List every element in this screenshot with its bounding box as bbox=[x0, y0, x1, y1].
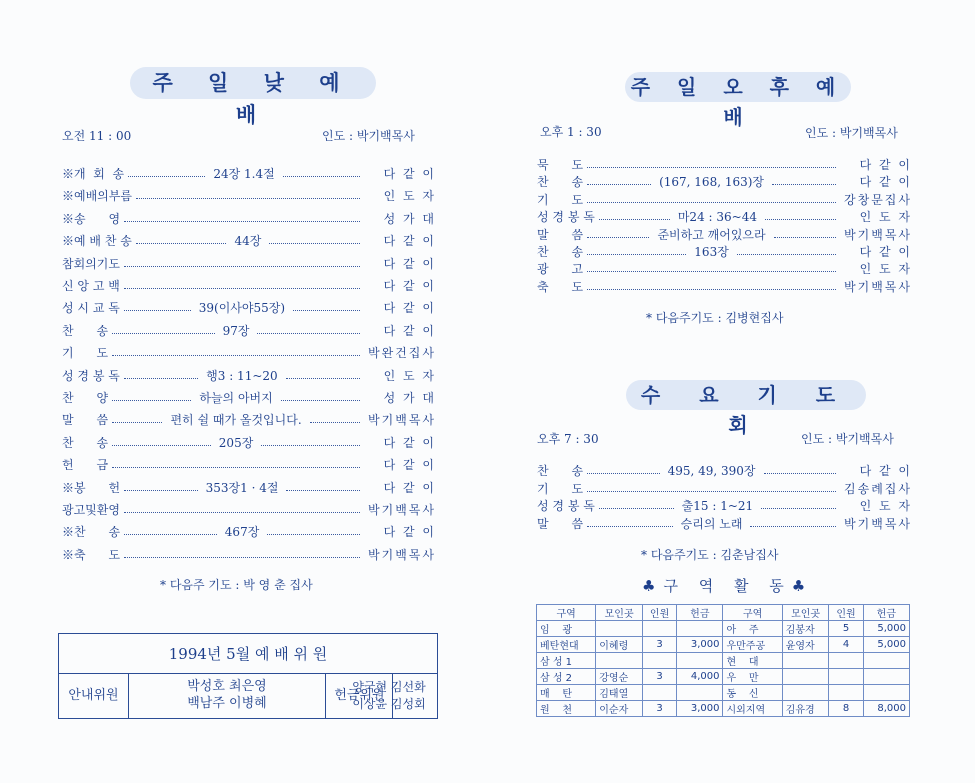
leader-dots bbox=[124, 512, 360, 513]
order-row bbox=[537, 243, 912, 260]
order-detail: 출15 : 1~21 bbox=[681, 499, 754, 513]
leader-dots bbox=[136, 243, 227, 244]
zone-cell: 임 광 bbox=[537, 621, 596, 637]
order-detail: 353장1 · 4절 bbox=[205, 480, 279, 495]
order-row bbox=[62, 367, 436, 384]
order-person: 다 같 이 bbox=[383, 167, 436, 181]
order-person: 다 같 이 bbox=[383, 525, 437, 540]
zone-cell: 김유경 bbox=[782, 701, 829, 717]
order-row bbox=[62, 501, 436, 518]
order-detail: 39(이사야55장) bbox=[198, 301, 286, 316]
order-person: 강창문집사 bbox=[844, 192, 912, 207]
zone-cell: 윤영자 bbox=[782, 637, 829, 653]
order-row bbox=[62, 389, 436, 406]
order-label: 찬 송 bbox=[62, 323, 109, 338]
guide-names-line-2: 백남주 이병혜 bbox=[187, 696, 267, 711]
order-label: 묵 도 bbox=[537, 158, 584, 172]
order-row bbox=[537, 497, 912, 514]
order-row bbox=[62, 456, 436, 473]
zone-cell: 3 bbox=[643, 669, 677, 685]
zone-cell bbox=[677, 685, 723, 701]
table-row bbox=[537, 685, 910, 701]
table-row bbox=[537, 701, 910, 717]
order-label: 성 경 봉 독 bbox=[537, 499, 595, 513]
order-row bbox=[537, 208, 912, 225]
order-label: 찬 송 bbox=[62, 435, 109, 450]
offering-names-line-2: 이상윤 김성회 bbox=[352, 697, 426, 711]
order-label: 말 씀 bbox=[537, 227, 584, 242]
offering-names-line-1: 양국현 김선화 bbox=[352, 680, 426, 694]
leader-dots bbox=[257, 333, 360, 334]
offering-label bbox=[325, 674, 326, 718]
zone-cell bbox=[863, 685, 909, 701]
order-detail: 하늘의 아버지 bbox=[199, 391, 273, 405]
committee-heading: 1994년 5월 예 배 위 원 bbox=[59, 634, 437, 674]
order-detail: 163장 bbox=[694, 245, 729, 259]
zone-cell: 8 bbox=[829, 701, 863, 717]
order-person: 박기백목사 bbox=[844, 279, 912, 294]
leader-dots bbox=[587, 184, 651, 185]
order-row bbox=[537, 278, 912, 295]
leader-dots bbox=[750, 526, 836, 527]
order-detail: 24장 1.4절 bbox=[213, 167, 275, 181]
zone-cell: 원 천 bbox=[537, 701, 596, 717]
offering-label-text: 헌금위원 bbox=[327, 674, 393, 718]
leader-dots bbox=[587, 167, 836, 168]
zone-cell: 시외지역 bbox=[723, 701, 782, 717]
order-label: 신 앙 고 백 bbox=[62, 279, 120, 293]
zone-cell: 3,000 bbox=[677, 701, 723, 717]
zone-cell: 5,000 bbox=[863, 637, 909, 653]
guide-label: 안내위원 bbox=[59, 674, 129, 718]
order-label: ※송 영 bbox=[62, 211, 121, 226]
order-detail: 마24 : 36~44 bbox=[677, 210, 757, 225]
zone-cell: 동 신 bbox=[723, 685, 782, 701]
order-label: ※찬 송 bbox=[62, 525, 121, 540]
order-person: 김송례집사 bbox=[844, 481, 912, 496]
leader-dots bbox=[124, 557, 360, 558]
order-row bbox=[62, 187, 436, 204]
leader-dots bbox=[599, 508, 674, 509]
sunday-afternoon-time: 오후 1 : 30 bbox=[540, 125, 602, 139]
zone-cell bbox=[643, 621, 677, 637]
guide-names bbox=[129, 678, 325, 712]
zone-cell bbox=[829, 685, 863, 701]
order-label: 성 경 봉 독 bbox=[537, 210, 595, 225]
order-label: 찬 송 bbox=[537, 175, 584, 190]
order-person: 다 같 이 bbox=[383, 323, 437, 338]
zone-cell bbox=[829, 653, 863, 669]
zone-cell bbox=[677, 653, 723, 669]
order-person: 다 같 이 bbox=[383, 301, 436, 316]
zone-header-cell: 헌금 bbox=[677, 605, 723, 621]
zone-cell: 강영순 bbox=[596, 669, 643, 685]
order-label: 찬 양 bbox=[62, 391, 109, 405]
leader-dots bbox=[737, 254, 836, 255]
order-label: 성 시 교 독 bbox=[62, 301, 120, 316]
leader-dots bbox=[112, 445, 211, 446]
zone-cell bbox=[782, 653, 829, 669]
order-row bbox=[62, 434, 436, 451]
leader-dots bbox=[286, 378, 360, 379]
order-row bbox=[537, 515, 912, 532]
order-label: 말 씀 bbox=[62, 413, 109, 428]
leader-dots bbox=[124, 490, 198, 491]
table-row bbox=[537, 637, 910, 653]
leader-dots bbox=[587, 237, 649, 238]
order-person: 박기백목사 bbox=[368, 413, 437, 428]
sunday-morning-title: 주 일 낮 예 배 bbox=[130, 67, 376, 99]
leader-dots bbox=[124, 378, 198, 379]
zone-table-body bbox=[537, 621, 910, 717]
order-label: 참회의기도 bbox=[62, 256, 120, 271]
order-person: 다 같 이 bbox=[383, 279, 436, 293]
order-label: 기 도 bbox=[537, 192, 584, 207]
leader-dots bbox=[765, 219, 836, 220]
zone-cell: 삼 성 2 bbox=[537, 669, 596, 685]
order-person: 다 같 이 bbox=[383, 480, 437, 495]
sunday-afternoon-next-prayer: * 다음주기도 : 김병현집사 bbox=[646, 311, 784, 325]
zone-header-cell: 인원 bbox=[643, 605, 677, 621]
leader-dots bbox=[283, 176, 360, 177]
leader-dots bbox=[124, 310, 191, 311]
order-person: 인 도 자 bbox=[383, 189, 436, 204]
leader-dots bbox=[764, 473, 837, 474]
order-label: 성 경 봉 독 bbox=[62, 368, 120, 383]
zone-cell: 김태열 bbox=[596, 685, 643, 701]
order-row bbox=[62, 232, 436, 249]
order-person: 인 도 자 bbox=[859, 499, 912, 513]
order-detail: 행3 : 11~20 bbox=[206, 368, 278, 383]
zone-cell: 8,000 bbox=[863, 701, 909, 717]
order-person: 인 도 자 bbox=[859, 262, 912, 277]
zone-cell: 3 bbox=[643, 637, 677, 653]
order-detail: 467장 bbox=[224, 525, 260, 540]
leader-dots bbox=[124, 221, 360, 222]
leader-dots bbox=[587, 254, 686, 255]
order-row bbox=[537, 173, 912, 190]
zone-cell: 현 대 bbox=[723, 653, 782, 669]
order-row bbox=[62, 344, 436, 361]
order-detail: 편히 쉴 때가 올것입니다. bbox=[170, 413, 302, 428]
leader-dots bbox=[136, 198, 360, 199]
offering-names-outer bbox=[340, 679, 438, 713]
zone-cell: 김봉자 bbox=[782, 621, 829, 637]
order-detail: 승리의 노래 bbox=[680, 516, 743, 531]
leader-dots bbox=[587, 271, 836, 272]
zone-cell bbox=[782, 685, 829, 701]
order-label: 축 도 bbox=[537, 279, 584, 294]
order-row bbox=[537, 480, 912, 497]
order-label: 말 씀 bbox=[537, 516, 584, 531]
zone-cell bbox=[643, 653, 677, 669]
sunday-afternoon-title: 주 일 오 후 예 배 bbox=[625, 72, 851, 102]
table-row bbox=[537, 669, 910, 685]
zone-activity-title: ♣구 역 활 동♣ bbox=[642, 577, 814, 595]
zone-cell bbox=[596, 653, 643, 669]
order-detail: 97장 bbox=[222, 323, 250, 338]
leader-dots bbox=[774, 237, 836, 238]
order-row bbox=[537, 260, 912, 277]
order-label: ※예 배 찬 송 bbox=[62, 234, 132, 249]
sunday-afternoon-leader: 인도 : 박기백목사 bbox=[805, 126, 898, 140]
order-row bbox=[62, 523, 436, 540]
zone-cell bbox=[677, 621, 723, 637]
zone-cell: 우만주공 bbox=[723, 637, 782, 653]
leader-dots bbox=[269, 243, 360, 244]
zone-cell: 3,000 bbox=[677, 637, 723, 653]
order-label: ※개 회 송 bbox=[62, 167, 125, 181]
order-person: 다 같 이 bbox=[383, 256, 436, 271]
order-person: 박기백목사 bbox=[844, 227, 913, 242]
order-person: 다 같 이 bbox=[859, 245, 913, 259]
order-person: 다 같 이 bbox=[859, 158, 912, 172]
leader-dots bbox=[286, 490, 360, 491]
zone-cell: 4 bbox=[829, 637, 863, 653]
leader-dots bbox=[293, 310, 360, 311]
order-label: 광고및환영 bbox=[62, 503, 120, 517]
zone-cell: 삼 성 1 bbox=[537, 653, 596, 669]
leader-dots bbox=[112, 422, 162, 423]
zone-cell: 5,000 bbox=[863, 621, 909, 637]
order-person: 성 가 대 bbox=[383, 391, 437, 405]
order-detail: 205장 bbox=[218, 435, 254, 450]
leader-dots bbox=[587, 526, 673, 527]
sunday-morning-next-prayer: * 다음주 기도 : 박 영 춘 집사 bbox=[160, 578, 313, 592]
order-row bbox=[62, 299, 436, 316]
leader-dots bbox=[587, 202, 836, 203]
zone-cell bbox=[863, 653, 909, 669]
order-label: ※예배의부름 bbox=[62, 189, 132, 204]
order-person: 다 같 이 bbox=[859, 175, 913, 190]
zone-cell: 5 bbox=[829, 621, 863, 637]
leader-dots bbox=[124, 534, 217, 535]
zone-header-cell: 헌금 bbox=[863, 605, 909, 621]
sunday-morning-leader: 인도 : 박기백목사 bbox=[322, 129, 415, 143]
order-label: 광 고 bbox=[537, 262, 584, 277]
leader-dots bbox=[112, 400, 191, 401]
leader-dots bbox=[267, 534, 360, 535]
zone-table-header bbox=[537, 605, 910, 621]
order-person: 성 가 대 bbox=[383, 211, 436, 226]
order-row bbox=[62, 255, 436, 272]
table-row bbox=[537, 653, 910, 669]
order-row bbox=[62, 322, 436, 339]
zone-cell bbox=[782, 669, 829, 685]
zone-cell: 3 bbox=[643, 701, 677, 717]
order-row bbox=[62, 210, 436, 227]
guide-names-line-1: 박성호 최은영 bbox=[187, 679, 267, 694]
leader-dots bbox=[772, 184, 836, 185]
zone-cell bbox=[863, 669, 909, 685]
wednesday-prayer-next-prayer: * 다음주기도 : 김춘남집사 bbox=[641, 548, 779, 562]
zone-header-cell: 모인곳 bbox=[596, 605, 643, 621]
zone-cell: 매 탄 bbox=[537, 685, 596, 701]
leader-dots bbox=[112, 333, 215, 334]
leader-dots bbox=[599, 219, 670, 220]
order-row bbox=[537, 462, 912, 479]
order-label: 찬 송 bbox=[537, 464, 584, 478]
order-person: 다 같 이 bbox=[859, 464, 913, 478]
wednesday-prayer-leader: 인도 : 박기백목사 bbox=[801, 432, 894, 446]
order-label: 기 도 bbox=[62, 346, 109, 361]
order-person: 인 도 자 bbox=[383, 368, 436, 383]
order-person: 인 도 자 bbox=[859, 210, 913, 225]
leader-dots bbox=[112, 355, 360, 356]
leader-dots bbox=[310, 422, 360, 423]
order-detail: 495, 49, 390장 bbox=[667, 464, 756, 478]
leader-dots bbox=[281, 400, 360, 401]
order-row bbox=[62, 411, 436, 428]
order-detail: 준비하고 깨어있으라 bbox=[657, 227, 766, 242]
order-row bbox=[62, 546, 436, 563]
leader-dots bbox=[261, 445, 360, 446]
order-label: 헌 금 bbox=[62, 458, 109, 473]
table-row bbox=[537, 621, 910, 637]
order-row bbox=[62, 479, 436, 496]
order-person: 박기백목사 bbox=[368, 547, 436, 562]
order-detail: (167, 168, 163)장 bbox=[659, 175, 765, 190]
zone-cell: 아 주 bbox=[723, 621, 782, 637]
order-label: 찬 송 bbox=[537, 245, 584, 259]
zone-cell: 이순자 bbox=[596, 701, 643, 717]
order-label: ※봉 헌 bbox=[62, 480, 121, 495]
zone-cell bbox=[596, 621, 643, 637]
leader-dots bbox=[587, 491, 836, 492]
zone-header-cell: 구역 bbox=[723, 605, 782, 621]
zone-header-cell: 모인곳 bbox=[782, 605, 829, 621]
leader-dots bbox=[128, 176, 205, 177]
leader-dots bbox=[587, 289, 836, 290]
leader-dots bbox=[587, 473, 660, 474]
order-row bbox=[537, 226, 912, 243]
zone-activity-table bbox=[536, 604, 910, 717]
zone-cell: 우 만 bbox=[723, 669, 782, 685]
zone-cell: 이혜령 bbox=[596, 637, 643, 653]
order-row bbox=[537, 156, 912, 173]
zone-header-cell: 구역 bbox=[537, 605, 596, 621]
leader-dots bbox=[124, 288, 360, 289]
order-detail: 44장 bbox=[234, 234, 262, 249]
order-person: 다 같 이 bbox=[383, 458, 436, 473]
order-row bbox=[62, 165, 436, 182]
order-person: 박완건집사 bbox=[368, 346, 436, 361]
zone-cell: 4,000 bbox=[677, 669, 723, 685]
order-person: 다 같 이 bbox=[383, 435, 437, 450]
order-label: ※축 도 bbox=[62, 547, 121, 562]
order-person: 다 같 이 bbox=[383, 234, 436, 249]
order-person: 박기백목사 bbox=[368, 503, 436, 517]
zone-cell: 베탄현대 bbox=[537, 637, 596, 653]
zone-cell bbox=[643, 685, 677, 701]
wednesday-prayer-time: 오후 7 : 30 bbox=[537, 432, 599, 446]
leader-dots bbox=[124, 266, 360, 267]
zone-header-cell: 인원 bbox=[829, 605, 863, 621]
leader-dots bbox=[761, 508, 836, 509]
order-label: 기 도 bbox=[537, 481, 584, 496]
zone-cell bbox=[829, 669, 863, 685]
sunday-morning-time: 오전 11 : 00 bbox=[62, 129, 132, 143]
order-row bbox=[62, 277, 436, 294]
order-row bbox=[537, 191, 912, 208]
order-person: 박기백목사 bbox=[844, 516, 913, 531]
wednesday-prayer-title: 수 요 기 도 회 bbox=[626, 380, 866, 410]
leader-dots bbox=[112, 467, 360, 468]
